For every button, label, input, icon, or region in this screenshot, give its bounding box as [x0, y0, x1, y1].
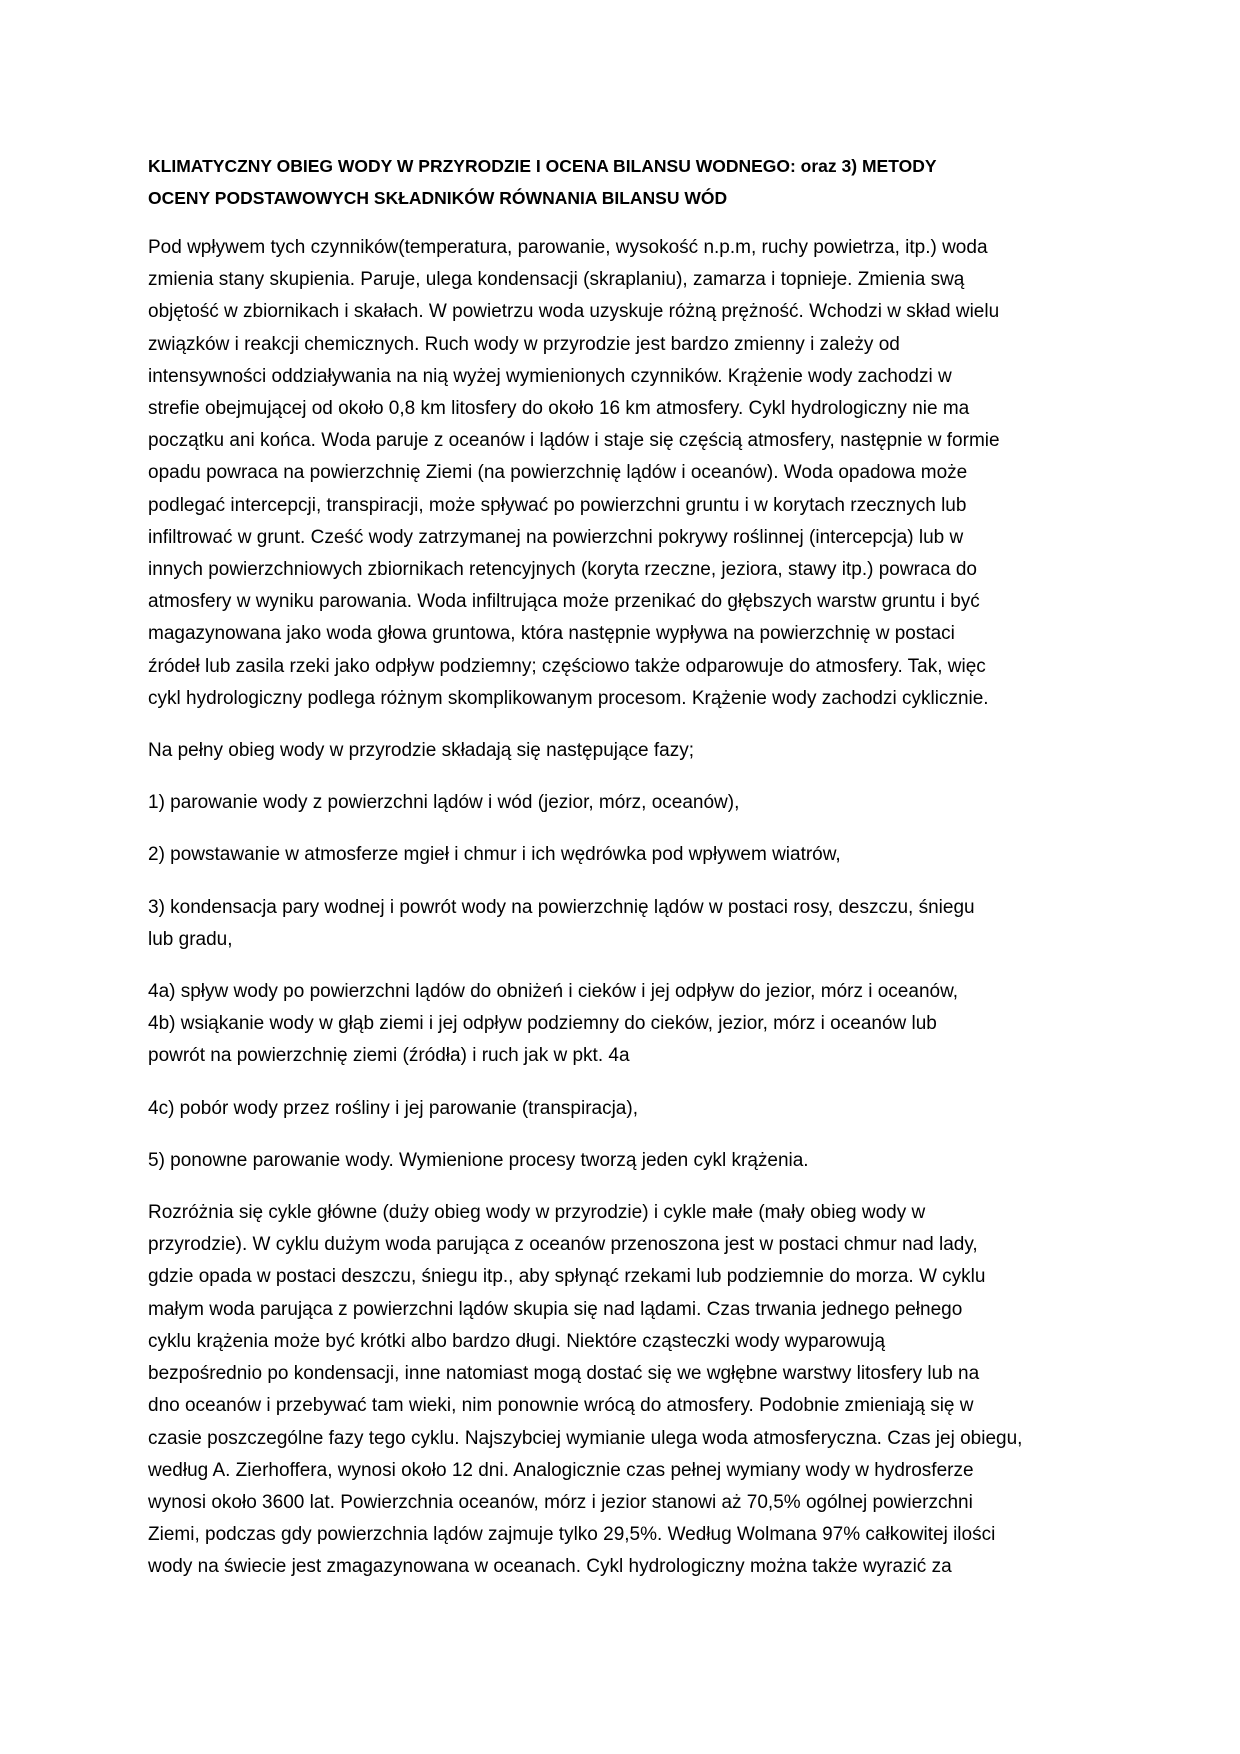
list-item-phase-2: 2) powstawanie w atmosferze mgieł i chmur i ich wędrówka pod wpływem wiatrów, [148, 844, 841, 866]
list-item-phase-4c: 4c) pobór wody przez rośliny i jej parowanie (transpiracja), [148, 1097, 638, 1119]
list-item-phase-5: 5) ponowne parowanie wody. Wymienione procesy tworzą jeden cykl krążenia. [148, 1149, 809, 1171]
list-item-phase-1: 1) parowanie wody z powierzchni lądów i wód (jezior, mórz, oceanów), [148, 792, 740, 814]
document-page [148, 150, 1078, 1584]
list-item-phase-4ab: 4a) spływ wody po powierzchni lądów do obniżeń i cieków i jej odpływ do jezior, mórz i oceanów, 4b) wsiąkanie wody w głąb ziemi i jej odpływ podziemny do cieków, jezior, mórz i oceanów lub powrót na powierzchnię ziemi (źródła) i ruch jak w pkt. 4a [148, 981, 959, 1067]
paragraph-cycles: Rozróżnia się cykle główne (duży obieg wody w przyrodzie) i cykle małe (mały obieg wody w przyrodzie). W cyklu dużym woda parująca z oceanów przenoszona jest w postaci chmur nad lady, gdzie opada w postaci deszczu, śniegu itp., aby spłynąć rzekami lub podziemnie do morza. W cyklu małym woda parująca z powierzchni lądów skupia się nad lądami. Czas trwania jednego pełnego cyklu krążenia może być krótki albo bardzo długi. Niektóre cząsteczki wody wyparowują bezpośrednio po kondensacji, inne natomiast mogą dostać się we wgłębne warstwy litosfery lub na dno oceanów i przebywać tam wieki, nim ponownie wrócą do atmosfery. Podobnie zmieniają się w czasie poszczególne fazy tego cyklu. Najszybciej wymianie ulega woda atmosferyczna. Czas jej obiegu, według A. Zierhoffera, wynosi około 12 dni. Analogicznie czas pełnej wymiany wody w hydrosferze wynosi około 3600 lat. Powierzchnia oceanów, mórz i jezior stanowi aż 70,5% ogólnej powierzchni Ziemi, podczas gdy powierzchnia lądów zajmuje tylko 29,5%. Według Wolmana 97% całkowitej ilości wody na świecie jest zmagazynowana w oceanach. Cykl hydrologiczny można także wyrazić za [148, 1202, 1023, 1578]
paragraph-phases-intro: Na pełny obieg wody w przyrodzie składają się następujące fazy; [148, 740, 695, 762]
paragraph-intro: Pod wpływem tych czynników(temperatura, parowanie, wysokość n.p.m, ruchy powietrza, itp.) woda zmienia stany skupienia. Paruje, ulega kondensacji (skraplaniu), zamarza i topnieje. Zmienia swą objętość w zbiornikach i skałach. W powietrzu woda uzyskuje różną prężność. Wchodzi w skład wielu związków i reakcji chemicznych. Ruch wody w przyrodzie jest bardzo zmienny i zależy od intensywności oddziaływania na nią wyżej wymienionych czynników. Krążenie wody zachodzi w strefie obejmującej od około 0,8 km litosfery do około 16 km atmosfery. Cykl hydrologiczny nie ma początku ani końca. Woda paruje z oceanów i lądów i staje się częścią atmosfery, następnie w formie opadu powraca na powierzchnię Ziemi (na powierzchnię lądów i oceanów). Woda opadowa może podlegać intercepcji, transpiracji, może spływać po powierzchni gruntu i w korytach rzecznych lub infiltrować w grunt. Cześć wody zatrzymanej na powierzchni pokrywy roślinnej (intercepcja) lub w innych powierzchniowych zbiornikach retencyjnych (koryta rzeczne, jeziora, stawy itp.) powraca do atmosfery w wyniku parowania. Woda infiltrująca może przenikać do głębszych warstw gruntu i być magazynowana jako woda głowa gruntowa, która następnie wypływa na powierzchnię w postaci źródeł lub zasila rzeki jako odpływ podziemny; częściowo także odparowuje do atmosfery. Tak, więc cykl hydrologiczny podlega różnym skomplikowanym procesom. Krążenie wody zachodzi cyklicznie. [148, 237, 1000, 709]
document-title: KLIMATYCZNY OBIEG WODY W PRZYRODZIE I OCENA BILANSU WODNEGO: oraz 3) METODY OCENY PODSTAWOWYCH SKŁADNIKÓW RÓWNANIA BILANSU WÓD [148, 156, 937, 208]
list-item-phase-3: 3) kondensacja pary wodnej i powrót wody na powierzchnię lądów w postaci rosy, deszczu, śniegu lub gradu, [148, 896, 975, 950]
